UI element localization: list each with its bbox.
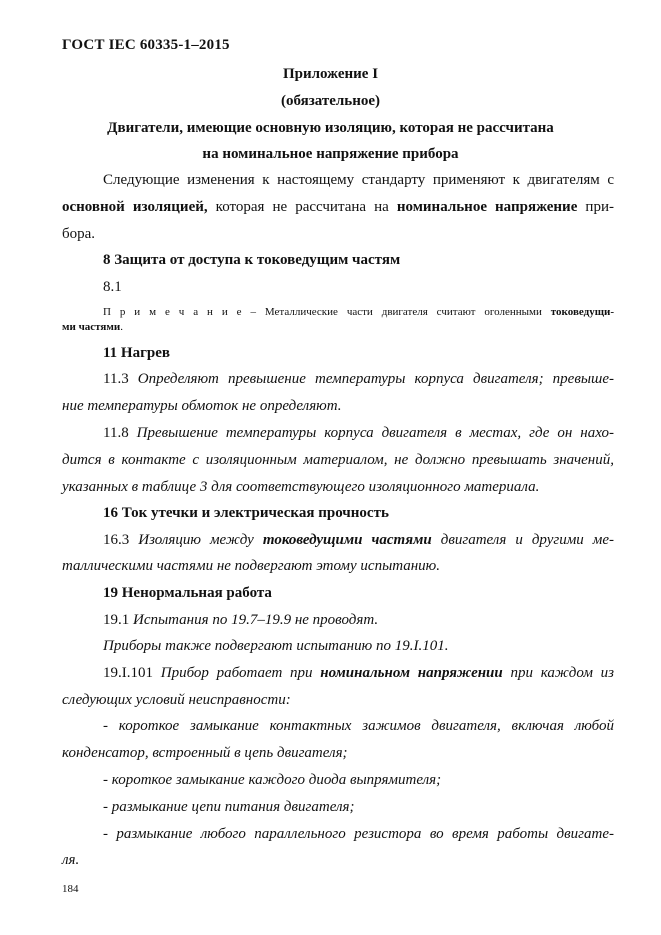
annex-heading-line1: Двигатели, имеющие основную изоляцию, которая не рассчитана — [107, 120, 554, 136]
clause-16-3-line2: таллическими частями не подвергают этому испытанию. — [62, 558, 441, 574]
clause-19-1-extra: Приборы также подвергают испытанию по 19.I.101. — [103, 638, 449, 654]
clause-11-8-line1: 11.8 Превышение температуры корпуса двигателя в местах, где он нахо- — [103, 425, 614, 441]
annex-heading-line2: на номинальное напряжение прибора — [202, 146, 459, 162]
list-item: - размыкание любого параллельного резистора во время работы двигате- — [103, 826, 614, 842]
term-basic-insulation: основной изоляцией, — [62, 199, 208, 215]
clause-19-1: 19.1 Испытания по 19.7–19.9 не проводят. — [103, 612, 379, 628]
clause-11-8-line2: дится в контакте с изоляционным материалом, не должно превышать значений, — [62, 452, 614, 468]
section-16-heading: 16 Ток утечки и электрическая прочность — [103, 505, 389, 521]
term-live-parts: токоведущими частями — [262, 532, 432, 548]
clause-11-3-line1: 11.3 Определяют превышение температуры корпуса двигателя; превыше- — [103, 371, 614, 387]
list-item: - короткое замыкание каждого диода выпрямителя; — [103, 772, 442, 788]
term-rated-voltage: номинальное напряжение — [396, 199, 578, 215]
term-rated-voltage-2: номинальном напряжении — [320, 665, 503, 681]
section-11-heading: 11 Нагрев — [103, 345, 171, 361]
page-number: 184 — [62, 883, 79, 895]
clause-11-8-line3: указанных в таблице 3 для соответствующего изоляционного материала. — [62, 479, 540, 495]
annex-title: Приложение I — [282, 66, 379, 82]
clause-16-3-line1: 16.3 Изоляцию между токоведущими частями двигателя и другими ме- — [103, 532, 615, 548]
clause-19-I-101-line1: 19.I.101 Прибор работает при номинальном напряжении при каждом из — [103, 665, 614, 681]
clause-11-3-line2: ние температуры обмоток не определяют. — [62, 398, 342, 414]
intro-line3: бора. — [62, 226, 96, 242]
note-label: П р и м е ч а н и е — [103, 306, 242, 318]
intro-line2: основной изоляцией, которая не рассчитана на номинальное напряжение при- — [62, 199, 614, 215]
document-header: ГОСТ IEC 60335-1–2015 — [62, 37, 230, 53]
list-item: - короткое замыкание контактных зажимов двигателя, включая любой — [103, 718, 614, 734]
section-8-heading: 8 Защита от доступа к токоведущим частям — [103, 252, 401, 268]
note-line2: ми частями. — [62, 321, 123, 333]
note-line1: П р и м е ч а н и е – Металлические части двигателя считают оголенными токоведущи- — [103, 306, 615, 318]
intro-line1: Следующие изменения к настоящему стандарту применяют к двигателям с — [103, 172, 614, 188]
list-item: - размыкание цепи питания двигателя; — [103, 799, 355, 815]
section-19-heading: 19 Ненормальная работа — [103, 585, 272, 601]
clause-19-I-101-line2: следующих условий неисправности: — [62, 692, 291, 708]
clause-8-1: 8.1 — [103, 279, 122, 295]
list-item-cont: ля. — [62, 852, 80, 868]
list-item-cont: конденсатор, встроенный в цепь двигателя; — [62, 745, 348, 761]
annex-status: (обязательное) — [280, 93, 381, 109]
